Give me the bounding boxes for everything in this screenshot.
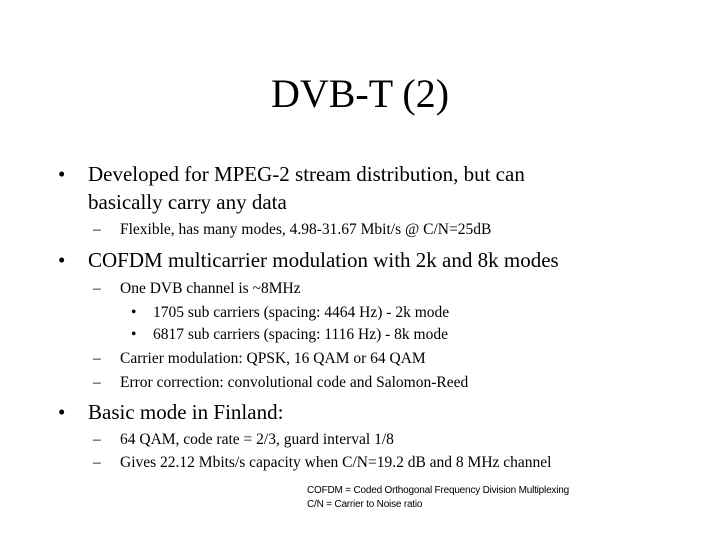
subsub-item-text: 1705 sub carriers (spacing: 4464 Hz) - 2k mode bbox=[153, 304, 450, 321]
sub-item-qam-code-rate bbox=[93, 429, 680, 451]
subsub-item-text: 6817 sub carriers (spacing: 1116 Hz) - 8k mode bbox=[153, 326, 448, 343]
subsub-item-8k-mode bbox=[131, 324, 673, 346]
subsub-item-2k-mode bbox=[131, 302, 673, 324]
sub-item-capacity bbox=[93, 452, 680, 474]
dash-icon: – bbox=[93, 350, 101, 367]
sub-item-carrier-modulation bbox=[93, 348, 680, 370]
dash-icon: – bbox=[93, 454, 101, 471]
dash-icon: – bbox=[93, 374, 101, 391]
dash-icon: – bbox=[93, 280, 101, 297]
footnote-cn: C/N = Carrier to Noise ratio bbox=[307, 499, 423, 510]
sub-item-text: Gives 22.12 Mbits/s capacity when C/N=19.2 dB and 8 MHz channel bbox=[120, 454, 552, 471]
sub-item-text: One DVB channel is ~8MHz bbox=[120, 280, 301, 297]
bullet-text: COFDM multicarrier modulation with 2k and 8k modes bbox=[88, 248, 559, 272]
sub-item-text: 64 QAM, code rate = 2/3, guard interval 1/8 bbox=[120, 431, 394, 448]
sub-item-error-correction bbox=[93, 372, 680, 394]
bullet-item-cofdm bbox=[58, 246, 648, 274]
bullet-icon: • bbox=[131, 326, 137, 343]
footnote bbox=[307, 484, 569, 512]
sub-item-text: Error correction: convolutional code and Salomon-Reed bbox=[120, 374, 469, 391]
footnote-cofdm: COFDM = Coded Orthogonal Frequency Division Multiplexing bbox=[307, 485, 569, 496]
bullet-icon: • bbox=[131, 304, 137, 321]
sub-item-flexible-modes bbox=[93, 219, 680, 241]
bullet-icon: • bbox=[58, 162, 66, 186]
bullet-icon: • bbox=[58, 248, 66, 272]
bullet-text-line1: Developed for MPEG-2 stream distribution, but can bbox=[88, 162, 525, 186]
bullet-icon: • bbox=[58, 400, 66, 424]
slide-title: DVB-T (2) bbox=[270, 71, 450, 116]
bullet-item-mpeg2 bbox=[58, 160, 648, 216]
dash-icon: – bbox=[93, 221, 101, 238]
bullet-text: Basic mode in Finland: bbox=[88, 400, 284, 424]
sub-item-text: Flexible, has many modes, 4.98-31.67 Mbit/s @ C/N=25dB bbox=[120, 221, 492, 238]
sub-item-text: Carrier modulation: QPSK, 16 QAM or 64 QAM bbox=[120, 350, 426, 367]
dash-icon: – bbox=[93, 431, 101, 448]
bullet-text-line2: basically carry any data bbox=[88, 190, 287, 214]
bullet-item-finland bbox=[58, 398, 648, 426]
sub-item-channel-width bbox=[93, 278, 680, 300]
